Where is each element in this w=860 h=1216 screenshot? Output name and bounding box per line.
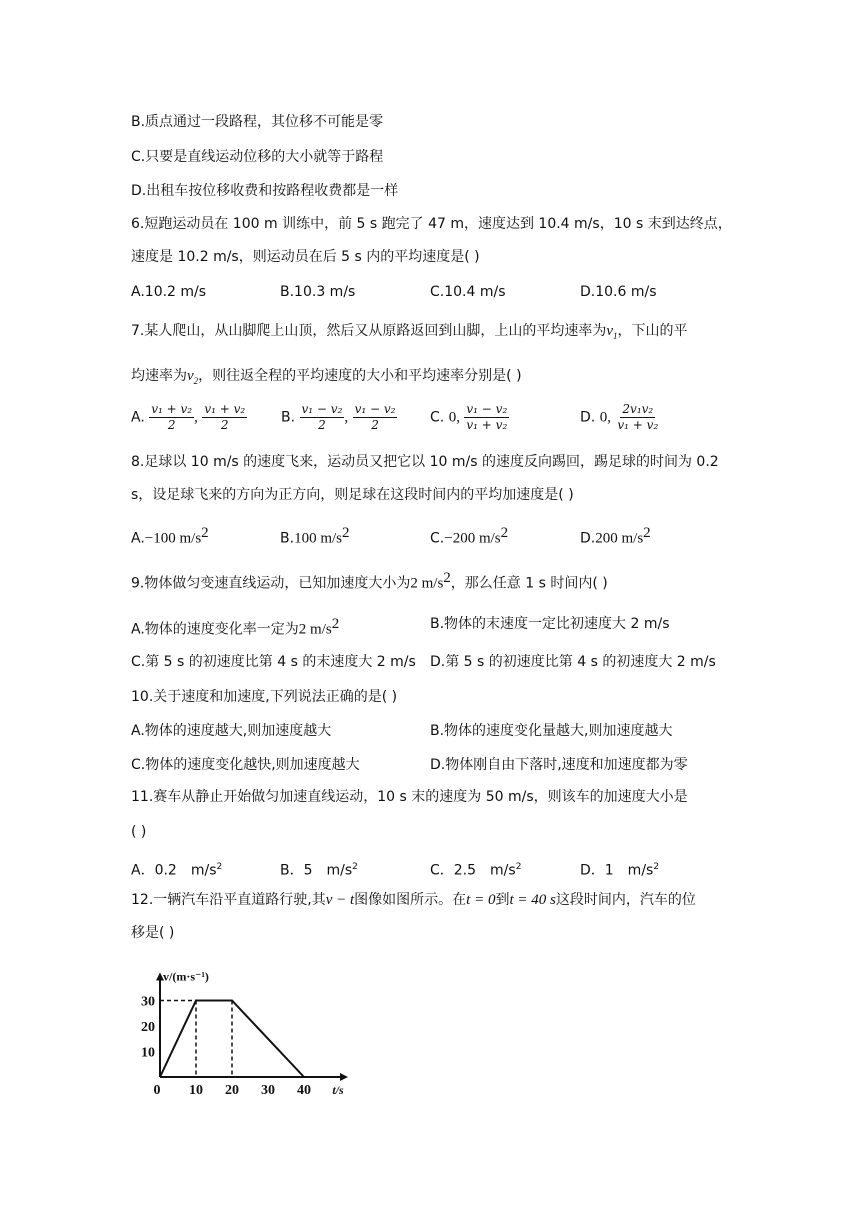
x-tick-label: 40: [297, 1083, 311, 1098]
q5-option-c: C.只要是直线运动位移的大小就等于路程: [131, 149, 384, 165]
q7-stem-line2: [131, 367, 522, 390]
y-tick-label: 20: [141, 1020, 155, 1035]
q11-option-d: D．1 $m/s^2$: [580, 862, 660, 879]
q6-stem-line1: 6.短跑运动员在 100 m 训练中，前 5 s 跑完了 47 m，速度达到 10.4 m/s，10 s 末到达终点，: [131, 216, 732, 232]
q10-option-c: C.物体的速度变化越快,则加速度越大: [131, 757, 360, 773]
x-tick-label: 20: [225, 1083, 239, 1098]
vt-graph: [125, 955, 365, 1100]
q8-option-d: D.200 $m/s^2$: [580, 525, 651, 547]
q8-stem-line1: 8.足球以 10 m/s 的速度飞来，运动员又把它以 10 m/s 的速度反向踢回，踢足球的时间为 0.2: [131, 454, 719, 470]
q8-stem-line2: s，设足球飞来的方向为正方向，则足球在这段时间内的平均加速度是( ): [131, 487, 574, 503]
fraction: $\frac{\text{v₁ − v₂}}{2}$: [301, 402, 343, 432]
q9-option-d: D.第 5 s 的初速度比第 4 s 的初速度大 2 m/s: [430, 654, 716, 670]
q5-option-b: B.质点通过一段路程，其位移不可能是零: [131, 114, 384, 130]
q9-option-b: B.物体的末速度一定比初速度大 2 m/s: [430, 616, 670, 632]
q7-stem-text: 7.某人爬山，从山脚爬上山顶，然后又从原路返回到山脚，上山的平均速率为: [131, 323, 607, 339]
chart-axes: [156, 973, 348, 1082]
x-axis-arrow: [340, 1073, 348, 1081]
y-tick-label: 10: [141, 1045, 155, 1061]
q9-option-c: C.第 5 s 的初速度比第 4 s 的末速度大 2 m/s: [131, 654, 416, 670]
y-tick-label: 30: [141, 994, 155, 1010]
q7-stem-text2: 均速率为: [131, 368, 187, 384]
q11-stem-line2: ( ): [131, 824, 147, 840]
q5-option-d: D.出租车按位移收费和按路程收费都是一样: [131, 183, 399, 199]
fraction: $\frac{\text{2v₁v₂}}{\text{v₁ + v₂}}$: [617, 402, 659, 432]
fraction: $\frac{\text{v₁ + v₂}}{2}$: [151, 402, 193, 432]
q6-option-a: A.10.2 m/s: [131, 284, 207, 300]
q9-stem: 9.物体做匀变速直线运动，已知加速度大小为2 $m/s^2$，那么任意 1 s 时间内( ): [131, 570, 608, 592]
q7-option-b: B. $\frac{\text{v₁ − v₂}}{2}$ , $\frac{\text{v₁ − v₂}}{2}$: [281, 402, 396, 432]
q11-option-a: A．0.2 $m/s^2$: [131, 862, 223, 879]
q12-stem-line1: 12.一辆汽车沿平直道路行驶,其v − t图像如图所示。在t = 0到t = 40 s这段时间内，汽车的位: [131, 892, 696, 908]
q12-stem-line2: 移是( ): [131, 925, 175, 941]
q8-option-b: B.100 $m/s^2$: [280, 525, 350, 547]
q6-option-d: D.10.6 m/s: [580, 284, 657, 300]
x-tick-label: 10: [189, 1083, 203, 1098]
q7-option-c: C. 0, $\frac{\text{v₁ − v₂}}{\text{v₁ + v₂}}$: [430, 402, 508, 432]
q11-option-c: C．2.5 $m/s^2$: [430, 862, 522, 879]
q10-option-b: B.物体的速度变化量越大,则加速度越大: [430, 723, 673, 739]
q7-stem-text-end: ，下山的平: [617, 323, 688, 339]
fraction: $\frac{\text{v₁ − v₂}}{2}$: [354, 402, 396, 432]
q11-option-b: B．5 $m/s^2$: [280, 862, 358, 879]
fraction: $\frac{\text{v₁ + v₂}}{2}$: [204, 402, 246, 432]
q8-option-a: A.−100 $m/s^2$: [131, 525, 209, 547]
q7-option-a: A. $\frac{\text{v₁ + v₂}}{2}$ , $\frac{\text{v₁ + v₂}}{2}$: [131, 402, 246, 432]
chart-labels: [141, 970, 344, 1099]
q7-stem-text2-end: ，则往返全程的平均速度的大小和平均速率分别是( ): [198, 368, 522, 384]
v1-symbol: $v_1$: [606, 323, 618, 341]
q11-stem-line1: 11.赛车从静止开始做匀加速直线运动，10 s 末的速度为 50 m/s，则该车的加速度大小是: [131, 789, 688, 805]
q6-stem-line2: 速度是 10.2 m/s，则运动员在后 5 s 内的平均速度是( ): [131, 249, 480, 265]
q7-option-d: D. 0, $\frac{\text{2v₁v₂}}{\text{v₁ + v₂}}$: [580, 402, 659, 432]
q8-option-c: C.−200 $m/s^2$: [430, 525, 509, 547]
q10-stem: 10.关于速度和加速度,下列说法正确的是( ): [131, 689, 398, 705]
x-axis-label: t/s: [332, 1083, 344, 1097]
q10-option-d: D.物体刚自由下落时,速度和加速度都为零: [430, 757, 688, 773]
x-tick-label: 0: [153, 1083, 161, 1098]
v2-symbol: $v_2$: [187, 368, 199, 386]
q6-option-c: C.10.4 m/s: [430, 284, 506, 300]
q9-option-a: A.物体的速度变化率一定为2 $m/s^2$: [131, 616, 340, 638]
q10-option-a: A.物体的速度越大,则加速度越大: [131, 723, 332, 739]
x-tick-label: 30: [261, 1083, 275, 1098]
chart-marks: [160, 1001, 304, 1078]
q7-stem-line1: [131, 322, 688, 345]
fraction: $\frac{\text{v₁ − v₂}}{\text{v₁ + v₂}}$: [466, 402, 508, 432]
q6-option-b: B.10.3 m/s: [280, 284, 356, 300]
y-axis-label: v/(m·s⁻¹): [163, 969, 209, 984]
